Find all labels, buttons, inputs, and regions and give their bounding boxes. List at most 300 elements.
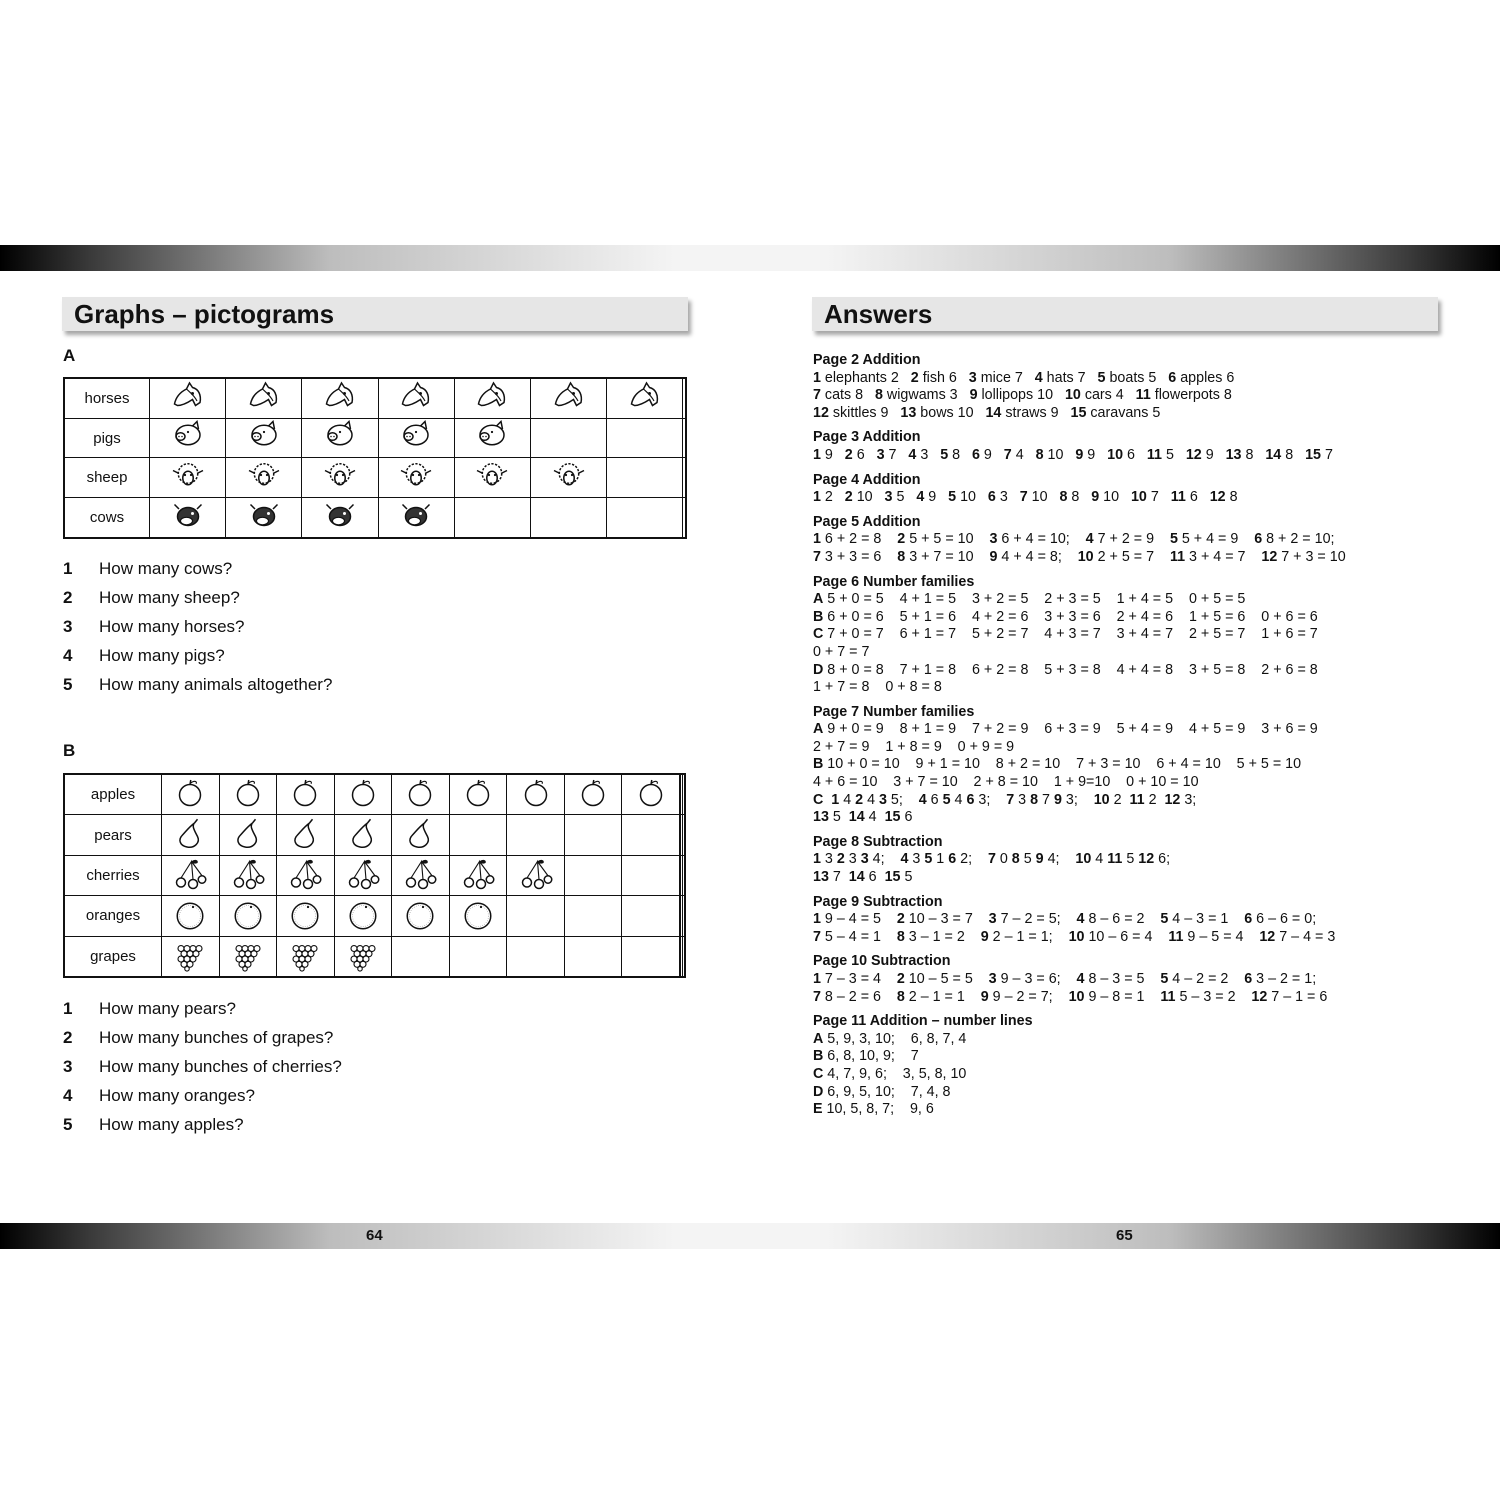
answer-text: 2 — [1144, 791, 1165, 808]
answer-number: 12 — [1251, 988, 1268, 1005]
answer-number: 1 — [813, 971, 821, 987]
answer-line — [813, 549, 1453, 567]
question-text: How many oranges? — [99, 1086, 255, 1105]
answer-number: 9 — [980, 928, 989, 945]
answer-text: 0 + 7 = 7 — [813, 643, 870, 660]
answer-text: 3 + 7 = 10 — [905, 548, 990, 565]
pictogram-cell — [683, 936, 685, 977]
answer-text: 8 – 2 = 6 — [820, 988, 897, 1005]
answer-number: 12 — [1138, 851, 1155, 868]
horse-icon — [226, 380, 301, 416]
pictogram-cell — [302, 498, 378, 538]
answer-number: 12 — [1164, 791, 1181, 808]
answer-number: 7 — [1019, 489, 1028, 506]
question-item — [63, 641, 332, 670]
answer-number: C — [813, 791, 824, 808]
grapes-icon — [335, 938, 392, 974]
pictogram-cell — [378, 418, 454, 458]
answer-text: 6 + 4 = 10; — [997, 531, 1086, 548]
answer-number: 13 — [813, 809, 829, 826]
cow-icon — [302, 500, 377, 536]
answer-heading: Page 9 Subtraction — [813, 893, 943, 910]
answer-text: 2 – 1 = 1 — [904, 988, 981, 1005]
pictogram-cell — [378, 378, 454, 418]
answer-text: 6 — [900, 809, 913, 826]
answer-line — [813, 851, 1453, 869]
row-label: horses — [64, 378, 150, 418]
pig-icon — [302, 420, 377, 456]
answer-text: 4 — [1091, 851, 1108, 868]
sheep-icon — [455, 460, 530, 496]
pear-icon — [162, 817, 219, 853]
answer-line — [813, 1101, 1453, 1119]
answer-number: 8 — [896, 988, 905, 1005]
answer-number: 10 — [1064, 387, 1081, 404]
answer-number: C — [813, 626, 824, 643]
answer-number: 6 — [1168, 369, 1177, 386]
question-item — [63, 554, 332, 583]
answer-text: hats 7 — [1042, 369, 1098, 386]
answer-text: 7 – 4 = 3 — [1275, 928, 1336, 945]
orange-icon — [277, 898, 334, 934]
answer-text: skittles 9 — [828, 404, 901, 421]
answer-text: 7 — [1038, 791, 1054, 808]
answer-heading: Page 5 Addition — [813, 513, 921, 530]
answer-number: 5 — [924, 851, 933, 868]
answer-number: 8 — [1030, 791, 1039, 808]
pig-icon — [379, 420, 454, 456]
pictogram-cell — [449, 855, 507, 895]
answer-text: 2 + 7 = 9 1 + 8 = 9 0 + 9 = 9 — [813, 738, 1015, 755]
answer-text: 7 — [828, 869, 849, 886]
pictogram-cell — [683, 815, 685, 855]
top-gradient-band — [0, 245, 1500, 271]
answer-text: 9 + 0 = 9 8 + 1 = 9 7 + 2 = 9 6 + 3 = 9 5 + 4 = 9 4 + 5 = 9 3 + 6 = 9 — [823, 721, 1318, 738]
row-label: pigs — [64, 418, 150, 458]
pictogram-cell — [564, 774, 622, 815]
answer-number: 10 — [1068, 988, 1085, 1005]
answer-number: 10 — [1075, 851, 1092, 868]
cherries-icon — [392, 857, 449, 893]
answer-text: 10 — [1099, 489, 1131, 506]
answer-text: 10 – 6 = 4 — [1084, 928, 1169, 945]
answer-number: 11 — [1160, 988, 1176, 1005]
answer-text: 9 — [1083, 446, 1108, 463]
answer-text: 9 — [820, 446, 845, 463]
row-label: apples — [64, 774, 162, 815]
apple-icon — [220, 777, 277, 813]
answer-text: wigwams 3 — [882, 387, 970, 404]
pictogram-cell — [302, 378, 378, 418]
pig-icon — [455, 420, 530, 456]
answer-line — [813, 809, 1453, 827]
pictogram-cell — [507, 936, 565, 977]
pictogram-cell — [530, 498, 606, 538]
pictogram-cell — [607, 498, 683, 538]
answer-text: 6 + 2 = 8 — [820, 531, 898, 548]
section-a-questions — [63, 554, 332, 699]
answer-number: 9 — [1075, 446, 1084, 463]
pictogram-cell — [454, 418, 530, 458]
question-item — [63, 994, 342, 1023]
answer-block — [813, 514, 1453, 567]
answer-number: A — [813, 1030, 824, 1047]
section-b-questions — [63, 994, 342, 1139]
answer-number: 4 — [1076, 911, 1085, 928]
pictogram-cell — [226, 498, 302, 538]
pictogram-cell — [607, 458, 683, 498]
pictogram-row — [64, 458, 686, 498]
pictogram-cell — [277, 936, 335, 977]
answer-line — [813, 447, 1453, 465]
question-text: How many cows? — [99, 559, 233, 578]
pictogram-cell — [683, 774, 685, 815]
answer-text: elephants 2 — [820, 369, 911, 386]
answer-text: 6 — [1185, 489, 1210, 506]
answer-text: 9 — [979, 446, 1004, 463]
question-item — [63, 612, 332, 641]
question-text: How many horses? — [99, 617, 245, 636]
pictogram-cell — [378, 498, 454, 538]
question-item — [63, 1052, 342, 1081]
answer-number: 10 — [1068, 928, 1085, 945]
answer-text: 6; — [1154, 851, 1171, 868]
pictogram-cell — [219, 855, 277, 895]
pictogram-cell — [454, 498, 530, 538]
sheep-icon — [150, 460, 225, 496]
pear-icon — [392, 817, 449, 853]
answer-number: 8 — [897, 548, 906, 565]
question-item — [63, 1081, 342, 1110]
question-text: How many bunches of cherries? — [99, 1057, 342, 1076]
pictogram-cell — [530, 458, 606, 498]
question-text: How many bunches of grapes? — [99, 1028, 334, 1047]
answer-text: 7 — [1321, 446, 1333, 463]
question-text: How many pears? — [99, 999, 237, 1018]
answer-heading: Page 2 Addition — [813, 352, 921, 368]
pictogram-cell — [530, 378, 606, 418]
answer-number: B — [813, 1048, 824, 1065]
pictogram-cell — [219, 815, 277, 855]
answer-text: 5; — [886, 791, 919, 808]
left-page-number: 64 — [366, 1227, 383, 1244]
answer-text: 8 + 2 = 10; — [1262, 531, 1335, 548]
answer-text: 3; — [1180, 791, 1197, 808]
answer-number: 7 — [1006, 791, 1015, 808]
sheep-icon — [302, 460, 377, 496]
answer-number: D — [813, 1083, 824, 1100]
answer-number: 11 — [1169, 548, 1186, 565]
answer-heading: Page 3 Addition — [813, 429, 921, 446]
answer-text: 2 — [1109, 791, 1130, 808]
question-number: 1 — [63, 559, 73, 578]
answer-line — [813, 792, 1453, 810]
pictogram-row — [64, 774, 685, 815]
answer-text: 10 — [1027, 489, 1060, 506]
pictogram-cell — [277, 815, 335, 855]
answer-line — [813, 679, 1453, 697]
answer-number: 5 — [1160, 971, 1169, 987]
pictogram-cell — [150, 418, 226, 458]
answer-number: 11 — [1107, 851, 1123, 868]
right-page-title: Answers — [812, 297, 1438, 331]
cherries-icon — [507, 857, 564, 893]
pictogram-cell — [334, 896, 392, 936]
answer-number: 3 — [988, 971, 997, 987]
answer-text: 8 — [1241, 446, 1266, 463]
answer-text: 8 – 3 = 5 — [1084, 971, 1161, 987]
horse-icon — [607, 380, 682, 416]
answer-line — [813, 370, 1453, 388]
animal-pictogram-table — [63, 377, 687, 539]
pictogram-cell — [683, 458, 686, 498]
answer-text: 6 — [852, 446, 877, 463]
answer-number: 1 — [813, 531, 821, 548]
pictogram-cell — [150, 498, 226, 538]
pictogram-cell — [683, 378, 686, 418]
answer-text: bows 10 — [916, 404, 986, 421]
pictogram-cell — [683, 418, 686, 458]
answer-number: 3 — [884, 489, 893, 506]
apple-icon — [622, 777, 679, 813]
apple-icon — [162, 777, 219, 813]
answer-text: lollipops 10 — [977, 387, 1065, 404]
answer-number: 6 — [1244, 971, 1253, 987]
answer-number: 14 — [1265, 446, 1282, 463]
left-page-title: Graphs – pictograms — [62, 297, 688, 331]
answer-text: 4 + 6 = 10 3 + 7 = 10 2 + 8 = 10 1 + 9=10 0 + 10 = 10 — [813, 774, 1199, 791]
answer-number: 4 — [1085, 531, 1094, 548]
answer-text: 3; — [1061, 791, 1094, 808]
row-label: grapes — [64, 936, 162, 977]
answer-text: 3 — [1014, 791, 1031, 808]
answer-line — [813, 387, 1453, 405]
answer-number: 6 — [971, 446, 980, 463]
pictogram-cell — [219, 936, 277, 977]
answer-number: 15 — [884, 869, 901, 886]
answer-text: 10 – 3 = 7 — [904, 911, 989, 928]
answer-number: 10 — [1077, 548, 1094, 565]
answer-number: 8 — [875, 387, 883, 404]
grapes-icon — [162, 938, 219, 974]
pictogram-cell — [622, 774, 680, 815]
answer-number: 3 — [876, 446, 885, 463]
pictogram-cell — [564, 936, 622, 977]
pictogram-cell — [162, 936, 220, 977]
answers-list — [813, 352, 1453, 1126]
answer-text: 5 — [900, 869, 913, 886]
answer-line — [813, 1048, 1453, 1066]
answer-text: 8 — [1225, 489, 1238, 506]
cherries-icon — [162, 857, 219, 893]
answer-text: 4; — [1043, 851, 1076, 868]
answer-number: 2 — [897, 531, 906, 548]
answer-number: 1 — [813, 369, 821, 386]
answer-number: 8 — [1059, 489, 1068, 506]
answer-text: 3 – 2 = 1; — [1252, 971, 1317, 987]
orange-icon — [335, 898, 392, 934]
question-number: 3 — [63, 1057, 73, 1076]
answer-line — [813, 929, 1453, 947]
answer-text: cars 4 — [1080, 387, 1136, 404]
pictogram-cell — [162, 855, 220, 895]
answer-number: 4 — [1076, 971, 1085, 987]
answer-number: 7 — [1003, 446, 1012, 463]
pictogram-cell — [334, 815, 392, 855]
pictogram-cell — [507, 855, 565, 895]
answer-text: apples 6 — [1176, 369, 1235, 386]
answer-text: 4 — [863, 791, 879, 808]
answer-text: 8 – 6 = 2 — [1084, 911, 1161, 928]
answer-number: 9 — [1053, 791, 1062, 808]
horse-icon — [150, 380, 225, 416]
pig-icon — [150, 420, 225, 456]
answer-text: 3 – 1 = 2 — [904, 928, 981, 945]
answer-text: 7 + 3 = 10 — [1277, 548, 1346, 565]
answer-text: 4 — [950, 791, 967, 808]
answer-number: B — [813, 608, 824, 625]
answer-number: 6 — [1254, 531, 1263, 548]
pictogram-cell — [564, 896, 622, 936]
horse-icon — [531, 380, 606, 416]
answer-text: 5 – 3 = 2 — [1175, 988, 1252, 1005]
answer-block — [813, 704, 1453, 827]
answer-number: 14 — [848, 869, 865, 886]
sheep-icon — [531, 460, 606, 496]
answer-text: 3 — [995, 489, 1020, 506]
answer-line — [813, 531, 1453, 549]
answer-number: 4 — [1034, 369, 1043, 386]
answer-number: E — [813, 1101, 823, 1118]
answer-number: 12 — [1259, 928, 1276, 945]
question-number: 5 — [63, 675, 73, 694]
answer-text: 10 — [956, 489, 988, 506]
answer-number: 5 — [1097, 369, 1106, 386]
row-label: pears — [64, 815, 162, 855]
answer-line — [813, 1066, 1453, 1084]
answer-number: 13 — [813, 869, 829, 886]
question-number: 2 — [63, 1028, 73, 1047]
answer-number: 4 — [916, 489, 925, 506]
pear-icon — [220, 817, 277, 853]
question-text: How many apples? — [99, 1115, 244, 1134]
answer-text: 6, 9, 5, 10; 7, 4, 8 — [823, 1083, 951, 1100]
answer-text: 9 – 5 = 4 — [1183, 928, 1260, 945]
answer-number: A — [813, 721, 824, 738]
answer-text: 8 — [1067, 489, 1092, 506]
row-label: cherries — [64, 855, 162, 895]
sheep-icon — [379, 460, 454, 496]
answer-text: 4 — [1011, 446, 1036, 463]
answer-text: 5 + 4 = 9 — [1177, 531, 1255, 548]
answer-number: 1 — [813, 489, 821, 506]
answer-heading: Page 7 Number families — [813, 703, 975, 720]
apple-icon — [335, 777, 392, 813]
answer-number: B — [813, 756, 824, 773]
answer-number: 12 — [1185, 446, 1202, 463]
pictogram-cell — [226, 378, 302, 418]
pictogram-row — [64, 815, 685, 855]
answer-number: 9 — [980, 988, 989, 1005]
answer-block — [813, 953, 1453, 1006]
answer-text: flowerpots 8 — [1150, 387, 1232, 404]
answer-text: 3 + 4 = 7 — [1185, 548, 1262, 565]
pictogram-row — [64, 498, 686, 538]
question-number: 4 — [63, 1086, 73, 1105]
pictogram-cell — [150, 458, 226, 498]
answer-text: fish 6 — [918, 369, 969, 386]
answer-text: 5 — [1019, 851, 1036, 868]
answer-number: 2 — [844, 446, 853, 463]
orange-icon — [220, 898, 277, 934]
answer-text: 7 + 2 = 9 — [1093, 531, 1170, 548]
answer-line — [813, 869, 1453, 887]
question-item — [63, 583, 332, 612]
answer-number: 9 — [969, 387, 978, 404]
answer-number: 4 — [908, 446, 917, 463]
question-text: How many sheep? — [99, 588, 240, 607]
right-page-number: 65 — [1116, 1227, 1133, 1244]
pictogram-cell — [683, 498, 686, 538]
answer-text: 10, 5, 8, 7; 9, 6 — [822, 1101, 934, 1118]
pictogram-cell — [607, 378, 683, 418]
apple-icon — [507, 777, 564, 813]
answer-number: 1 — [813, 851, 821, 868]
section-a-label: A — [63, 346, 76, 365]
answer-text: 10 — [852, 489, 885, 506]
answer-text: 9 – 4 = 5 — [820, 911, 897, 928]
pictogram-cell — [162, 896, 220, 936]
answer-text: 8 — [948, 446, 972, 463]
question-number: 1 — [63, 999, 73, 1018]
answer-number: 7 — [987, 851, 996, 868]
answer-text: 5 + 5 = 10 — [905, 531, 990, 548]
pictogram-cell — [277, 774, 335, 815]
answer-number: 7 — [813, 387, 821, 404]
pictogram-cell — [622, 896, 680, 936]
question-item — [63, 1110, 342, 1139]
answer-number: 8 — [896, 928, 905, 945]
orange-icon — [392, 898, 449, 934]
answer-number: A — [813, 591, 824, 608]
answer-line — [813, 591, 1453, 609]
answer-number: 8 — [1011, 851, 1020, 868]
answer-line — [813, 644, 1453, 662]
pictogram-cell — [622, 855, 680, 895]
pictogram-cell — [334, 855, 392, 895]
answer-text: 2 — [820, 489, 845, 506]
pictogram-cell — [454, 458, 530, 498]
cherries-icon — [335, 857, 392, 893]
answer-number: 11 — [1146, 446, 1162, 463]
answer-number: 2 — [855, 791, 864, 808]
answer-number: 7 — [813, 548, 821, 565]
answer-block — [813, 894, 1453, 947]
answer-line — [813, 756, 1453, 774]
answer-number: 2 — [836, 851, 845, 868]
answer-number: C — [813, 1065, 824, 1082]
answer-number: 14 — [985, 404, 1002, 421]
horse-icon — [302, 380, 377, 416]
row-label: oranges — [64, 896, 162, 936]
answer-text: 4; — [868, 851, 901, 868]
answer-number: 6 — [1244, 911, 1253, 928]
answer-text: 1 + 7 = 8 0 + 8 = 8 — [813, 679, 942, 696]
answer-number: 3 — [989, 531, 998, 548]
answer-number: 6 — [987, 489, 996, 506]
answer-text: 4 + 4 = 8; — [997, 548, 1078, 565]
cow-icon — [226, 500, 301, 536]
